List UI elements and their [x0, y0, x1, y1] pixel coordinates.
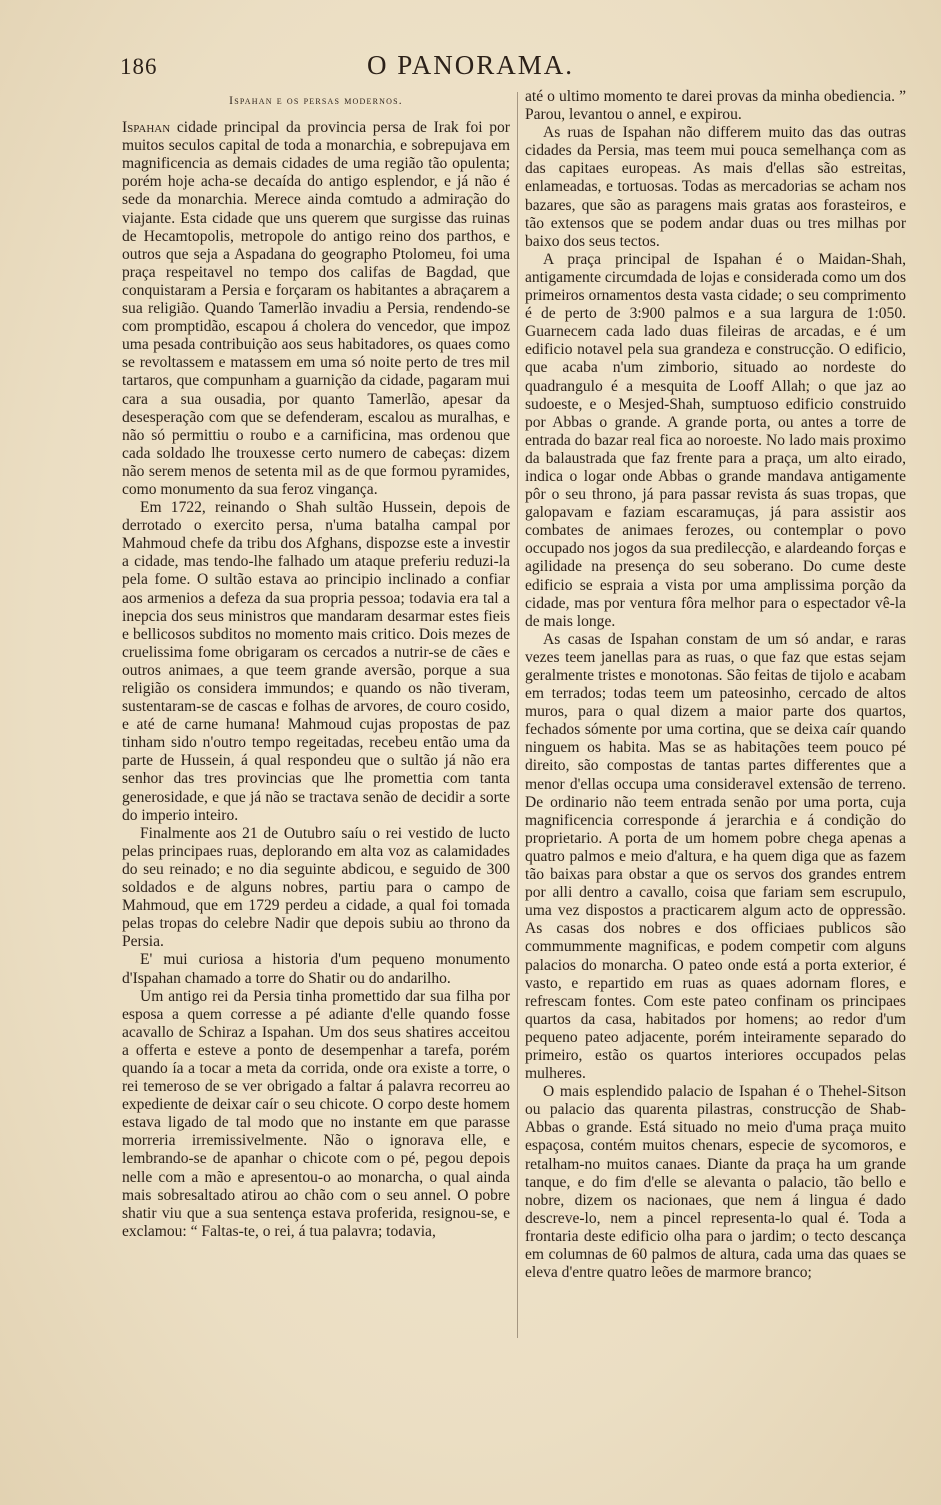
- paragraph-text: cidade principal da provincia persa de Irak foi por muitos seculos capital de toda a monarchia, e sobrepujava em magnificencia as demais cidades de uma região tão opulenta; porém hoje acha-se decaída do antigo esplendor, e já não é sede da monarchia. Merece ainda comtudo a admiração do viajante. Esta cidade que uns querem que surgisse das ruinas de Hecamtopolis, metropole do antigo reino dos parthos, e outros que seja a Aspadana do geographo Ptolomeu, foi uma praça respeitavel no tempo dos califas de Bagdad, que conquistaram a Persia e forçaram os habitantes a abraçarem a sua religião. Quando Tamerlão invadiu a Persia, rendendo-se com promptidão, escapou á cholera do vencedor, que impoz uma pesada contribuição aos seus habitadores, os quaes como se revoltassem e matassem em uma só noite perto de tres mil tartaros, que compunham a guarnição da cidade, pagaram mui cara a sua ousadia, por quanto Tamerlão, apesar da desesperação com que se defenderam, escalou as muralhas, e não só permittiu o roubo e a carnificina, mas ordenou que cada soldado lhe trouxesse certo numero de cabeças: dizem não serem menos de setenta mil as de que formou pyramides, como monumento da sua feroz vingança.: [122, 119, 510, 498]
- paragraph: As casas de Ispahan constam de um só andar, e raras vezes teem janellas para as ruas, o que faz que estas sejam geralmente tristes e monotonas. São feitas de tijolo e acabam em terrados; todas teem um pateosinho, cercado de altos muros, para o qual dizem a maior parte dos quartos, fechados sómente por uma cortina, que se deixa caír quando ninguem os habita. Mas se as habitações teem pouco pé direito, são compostas de tantas partes differentes que a menor d'ellas occupa uma consideravel extensão de terreno. De ordinario não teem entrada senão por uma porta, cuja magnificencia corresponde á jerarchia e á condição do proprietario. A porta de um homem pobre chega apenas a quatro palmos e meio d'altura, e ha quem diga que as fazem tão baixas para obstar a que os servos dos grandes entrem por alli dentro a cavallo, coisa que fariam sem escrupulo, uma vez dispostos a practicarem algum acto de oppressão. As casas dos nobres e dos officiaes publicos são commummente magnificas, e podem competir com alguns palacios do monarcha. O pateo onde está a porta exterior, é vasto, e repartido em ruas as quaes adornam flores, e refrescam fontes. Com este pateo confinam os principaes quartos da casa, habitados por homens; ao redor d'um pequeno pateo adjacente, porém inteiramente separado do primeiro, estão os quartos interiores occupados pelas mulheres.: [525, 630, 906, 1083]
- paragraph: Em 1722, reinando o Shah sultão Hussein, depois de derrotado o exercito persa, n'uma batalha campal por Mahmoud chefe da tribu dos Afghans, dispozse este a investir a cidade, mas tendo-lhe falhado um ataque preferiu reduzi-la pela fome. O sultão estava ao principio inclinado a confiar aos armenios a defeza da sua propria pessoa; todavia era tal a inepcia dos seus ministros que mandaram desarmar estes fieis e bellicosos subditos no momento mais critico. Dois mezes de cruelissima fome obrigaram os cercados a nutrir-se de cães e outros animaes, a que teem grande aversão, porque a sua religião os considera immundos; e quando os não tiveram, sustentaram-se de cascas e folhas de arvores, de couro cosido, e até de carne humana! Mahmoud cujas propostas de paz tinham sido n'outro tempo regeitadas, recebeu então uma da parte de Hussein, á qual respondeu que o sultão já não era senhor das tres provincias que lhe promettia com tanta generosidade, e que já não se tractava senão de decidir a sorte do imperio inteiro.: [122, 499, 510, 824]
- right-column: [525, 88, 906, 1282]
- paragraph: [122, 119, 510, 499]
- paragraph: Finalmente aos 21 de Outubro saíu o rei vestido de lucto pelas principaes ruas, deplorando em alta voz as calamidades do seu reinado; e no dia seguinte abdicou, e seguido de 300 soldados e de alguns nobres, partiu para o campo de Mahmoud, que em 1729 perdeu a cidade, a qual foi tomada pelas tropas do celebre Nadir que depois subiu ao throno da Persia.: [122, 824, 510, 951]
- paragraph: Um antigo rei da Persia tinha promettido dar sua filha por esposa a quem corresse a pé adiante d'elle quando fosse acavallo de Schiraz a Ispahan. Um dos seus shatires acceitou a offerta e esteve a ponto de desempenhar a tarefa, porém quando ía a tocar a meta da corrida, onde ora existe a torre, o rei temeroso de se ver obrigado a faltar á palavra recorreu ao expediente de deixar caír o seu chicote. O corpo deste homem estava ligado de tal modo que no instante em que parasse morreria irremissivelmente. Não o ignorava elle, e lembrando-se de apanhar o chicote com o pé, pegou depois nelle com a mão e apresentou-o ao monarcha, o qual ainda mais sobresaltado atirou ao chão com o seu annel. O pobre shatir viu que a sua sentença estava proferida, resignou-se, e exclamou: “ Faltas-te, o rei, á tua palavra; todavia,: [122, 987, 510, 1240]
- running-title: O PANORAMA.: [366, 50, 575, 80]
- paragraph: As ruas de Ispahan não differem muito das das outras cidades da Persia, mas teem mui pouca semelhança com as das capitaes europeas. As mais d'ellas são estreitas, enlameadas, e tortuosas. Todas as mercadorias se acham nos bazares, que são as paragens mais gratas aos forasteiros, e tão extensos que se podem andar duas ou tres milhas por baixo dos seus tectos.: [525, 124, 906, 250]
- paragraph: O mais esplendido palacio de Ispahan é o Thehel-Sitson ou palacio das quarenta pilastras, construcção de Shab-Abbas o grande. Está situado no meio d'uma praça muito espaçosa, contém muitos chenars, especie de sycomoros, e retalham-no muitos canaes. Diante da praça ha um grande tanque, e do fim d'elle se alevanta o palacio, tão bello e nobre, dizem os nacionaes, que nem á lingua é dado descreve-lo, nem a pincel representa-lo qual é. Toda a frontaria deste edificio olha para o jardim; o tecto descança em columnas de 60 palmos de altura, cada uma das quaes se eleva d'entre quatro leões de marmore branco;: [525, 1083, 906, 1282]
- paragraph-continuation: até o ultimo momento te darei provas da minha obediencia. ” Parou, levantou o annel, e expirou.: [525, 88, 906, 124]
- article-title: Ispahan e os persas modernos.: [229, 95, 403, 107]
- column-rule: [517, 92, 518, 1338]
- paragraph: E' mui curiosa a historia d'um pequeno monumento d'Ispahan chamado a torre do Shatir ou do andarilho.: [122, 951, 510, 987]
- left-column: [122, 88, 510, 1241]
- paragraph-lead-word: Ispahan: [122, 119, 171, 137]
- page-number: 186: [120, 54, 158, 79]
- paragraph: A praça principal de Ispahan é o Maidan-Shah, antigamente circumdada de lojas e considerada como um dos primeiros ornamentos desta vasta cidade; o seu comprimento é de perto de 3:900 palmos e a sua largura de 1:050. Guarnecem cada lado duas fileiras de arcadas, e é um edificio notavel pela sua grandeza e construcção. O edificio, que acaba n'um zimborio, situado ao nordeste do quadrangulo é a mesquita de Looff Allah; o que jaz ao sudoeste, e o Mesjed-Shah, sumptuoso edificio construido por Abbas o grande. A grande porta, ou antes a torre de entrada do bazar real fica ao noroeste. No lado mais proximo da balaustrada que faz frente para a praça, um alto eirado, indica o logar onde Abbas o grande mandava antigamente pôr o seu throno, já para passar revista ás suas tropas, que galopavam e faziam escaramuças, já para assistir aos combates de animaes ferozes, ou contemplar o povo occupado nos jogos da sua predilecção, e alardeando forças e agilidade na presença do seu soberano. Do cume deste edificio se espraia a vista por uma amplissima porção da cidade, mas por ventura fôra melhor para o espectador vê-la de mais longe.: [525, 250, 906, 630]
